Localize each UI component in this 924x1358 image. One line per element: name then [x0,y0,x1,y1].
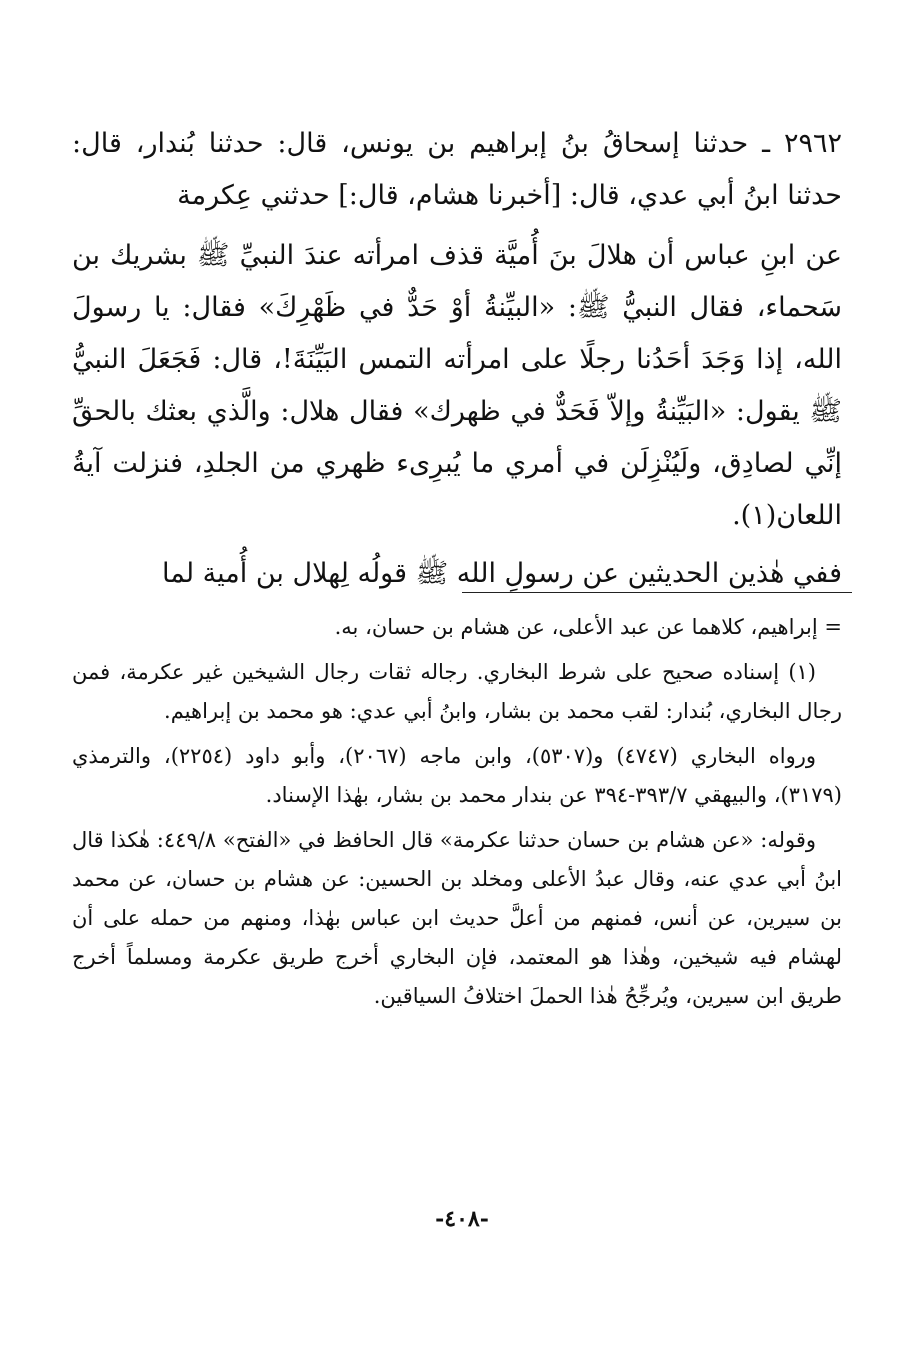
footnote-1-references [72,737,842,815]
hadith-text-paragraph: عن ابنِ عباس أن هلالَ بنَ أُميَّة قذف امرأته عندَ النبيِّ ﷺ بشريك بن سَحماء، فقال النبيُّ ﷺ: «البيِّنةُ أوْ حَدٌّ في ظَهْرِكَ» فقال: يا رسولَ الله، إذا وَجَدَ أحَدُنا رجلًا على امرأته التمس البَيِّنَةَ!، قال: فَجَعَلَ النبيُّ ﷺ يقول: «البَيِّنةُ وإلاّ فَحَدٌّ في ظهرك» فقال هلال: والَّذي بعثك بالحقِّ إنِّي لصادِق، ولَيُنْزِلَن في أمري ما يُبرِىء ظهري من الجلدِ، فنزلت آيةُ اللعان(١). [72,240,842,531]
commentary-paragraph: ففي هٰذين الحديثين عن رسولِ الله ﷺ قولُه لِهلال بن أُمية لما [162,558,842,589]
footnote-references-text: ورواه البخاري (٤٧٤٧) و(٥٣٠٧)، وابن ماجه (٢٠٦٧)، وأبو داود (٢٢٥٤)، والترمذي (٣١٧٩)، والبيهقي ٣٩٣/٧-٣٩٤ عن بندار محمد بن بشار، بهٰذا الإسناد. [72,744,842,807]
hadith-chain-paragraph: ٢٩٦٢ ـ حدثنا إسحاقُ بنُ إبراهيم بن يونس، قال: حدثنا بُندار، قال: حدثنا ابنُ أبي عدي، قال: [أخبرنا هشام، قال:] حدثني عِكرمة [72,128,842,211]
footnote-1 [72,653,842,731]
footnote-commentary-text: وقوله: «عن هشام بن حسان حدثنا عكرمة» قال الحافظ في «الفتح» ٤٤٩/٨: هٰكذا قال ابنُ أبي عدي عنه، وقال عبدُ الأعلى ومخلد بن الحسين: عن هشام بن حسان، عن محمد بن سيرين، عن أنس، فمنهم من أعلَّ حديث ابن عباس بهٰذا، ومنهم من حمله على أن لهشام فيه شيخين، وهٰذا هو المعتمد، فإن البخاري أخرج طريق عكرمة ومسلماً أخرج طريق ابن سيرين، ويُرجِّحُ هٰذا الحملَ اختلافُ السياقين. [72,828,842,1008]
footnote-1-text: (١) إسناده صحيح على شرط البخاري. رجاله ثقات رجال الشيخين غير عكرمة، فمن رجال البخاري، بُندار: لقب محمد بن بشار، وابنُ أبي عدي: هو محمد بن إبراهيم. [72,660,842,723]
footnote-divider [462,592,852,593]
main-text [72,118,842,600]
footnote-continuation: = إبراهيم، كلاهما عن عبد الأعلى، عن هشام بن حسان، به. [334,615,842,639]
page-number: -٤٠٨- [435,1206,489,1232]
footnotes [72,608,842,1022]
footnote-1-commentary [72,821,842,1016]
